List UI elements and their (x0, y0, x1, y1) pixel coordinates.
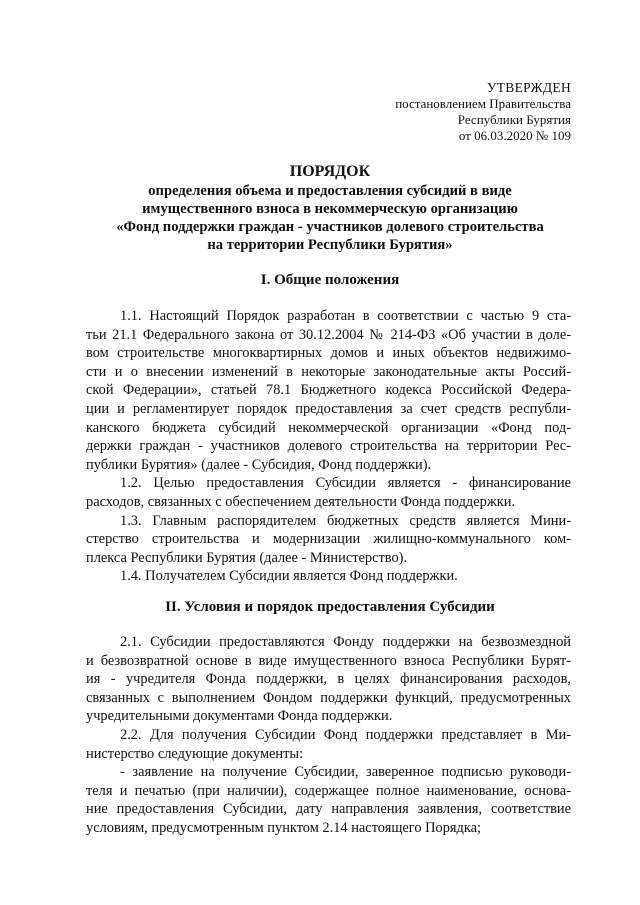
approval-line: Республики Бурятия (457, 112, 571, 127)
paragraph-line: сти и о внесении изменений в некоторые законодательные акты Россий- (86, 363, 571, 380)
title-line: «Фонд поддержки граждан - участников долевого строительства (116, 219, 544, 235)
title-line: имущественного взноса в некоммерческую организацию (142, 201, 518, 217)
paragraph-line: вом строительстве многоквартирных домов и иных объектов недвижимо- (86, 345, 571, 362)
title-line: на территории Республики Бурятия» (207, 237, 453, 253)
paragraph-line: канского бюджета субсидий некоммерческой организации «Фонд под- (86, 419, 571, 436)
paragraph-line: теля и печатью (при наличии), содержащее полное наименование, основа- (86, 782, 571, 799)
paragraph-line: плекса Республики Бурятия (далее - Министерство). (86, 549, 408, 566)
paragraph-line: держки граждан - участников долевого строительства на территории Рес- (86, 438, 571, 455)
paragraph-line: ние предоставления Субсидии, дату направления заявления, соответствие (86, 801, 571, 818)
paragraph-line: и безвозвратной основе в виде имущественного взноса Республики Бурят- (86, 652, 571, 669)
section-2-body (86, 633, 571, 838)
paragraph-line: учредительными документами Фонда поддержки. (86, 708, 393, 725)
paragraph-line: расходов, связанных с обеспечением деятельности Фонда поддержки. (86, 493, 516, 510)
paragraph-line: нистерство следующие документы: (86, 745, 304, 762)
paragraph-line: 1.4. Получателем Субсидии является Фонд поддержки. (120, 568, 458, 585)
section-1-body (86, 307, 571, 586)
paragraph-line: ия - учредителя Фонда поддержки, в целях финансирования расходов, (86, 671, 571, 688)
paragraph-line: связанных с выполнением Фондом поддержки функций, предусмотренных (86, 689, 571, 706)
paragraph-line: ской Федерации», статьей 78.1 Бюджетного кодекса Российской Федера- (86, 382, 571, 399)
section-heading-2: II. Условия и порядок предоставления Субсидии (165, 599, 495, 615)
title-line: определения объема и предоставления субсидий в виде (148, 183, 512, 199)
paragraph-line: 2.2. Для получения Субсидии Фонд поддержки представляет в Ми- (120, 726, 571, 743)
paragraph-line: - заявление на получение Субсидии, заверенное подписью руководи- (120, 764, 571, 781)
section-heading-1: I. Общие положения (260, 272, 400, 288)
approval-line: постановлением Правительства (395, 96, 571, 111)
paragraph-line: ции и регламентирует порядок предоставления за счет средств республи- (86, 400, 571, 417)
approval-line: от 06.03.2020 № 109 (458, 128, 571, 143)
paragraph-line: 1.3. Главным распорядителем бюджетных средств является Мини- (120, 512, 571, 529)
title-main: ПОРЯДОК (289, 163, 371, 180)
paragraph-line: стерство строительства и модернизации жилищно-коммунального ком- (86, 531, 571, 548)
paragraph-line: 1.1. Настоящий Порядок разработан в соответствии с частью 9 ста- (120, 308, 571, 324)
document-title (90, 162, 570, 254)
paragraph-line: публики Бурятия» (далее - Субсидия, Фонд поддержки). (86, 456, 432, 473)
paragraph-line: условиям, предусмотренным пунктом 2.14 настоящего Порядка; (86, 819, 482, 836)
approval-line: УТВЕРЖДЕН (486, 80, 571, 95)
approval-stamp (395, 80, 571, 144)
paragraph-line: 1.2. Целью предоставления Субсидии является - финансирование (120, 475, 571, 492)
paragraph-line: тьи 21.1 Федерального закона от 30.12.2004 № 214-ФЗ «Об участии в доле- (86, 326, 571, 343)
paragraph-line: 2.1. Субсидии предоставляются Фонду поддержки на безвозмездной (120, 634, 571, 650)
